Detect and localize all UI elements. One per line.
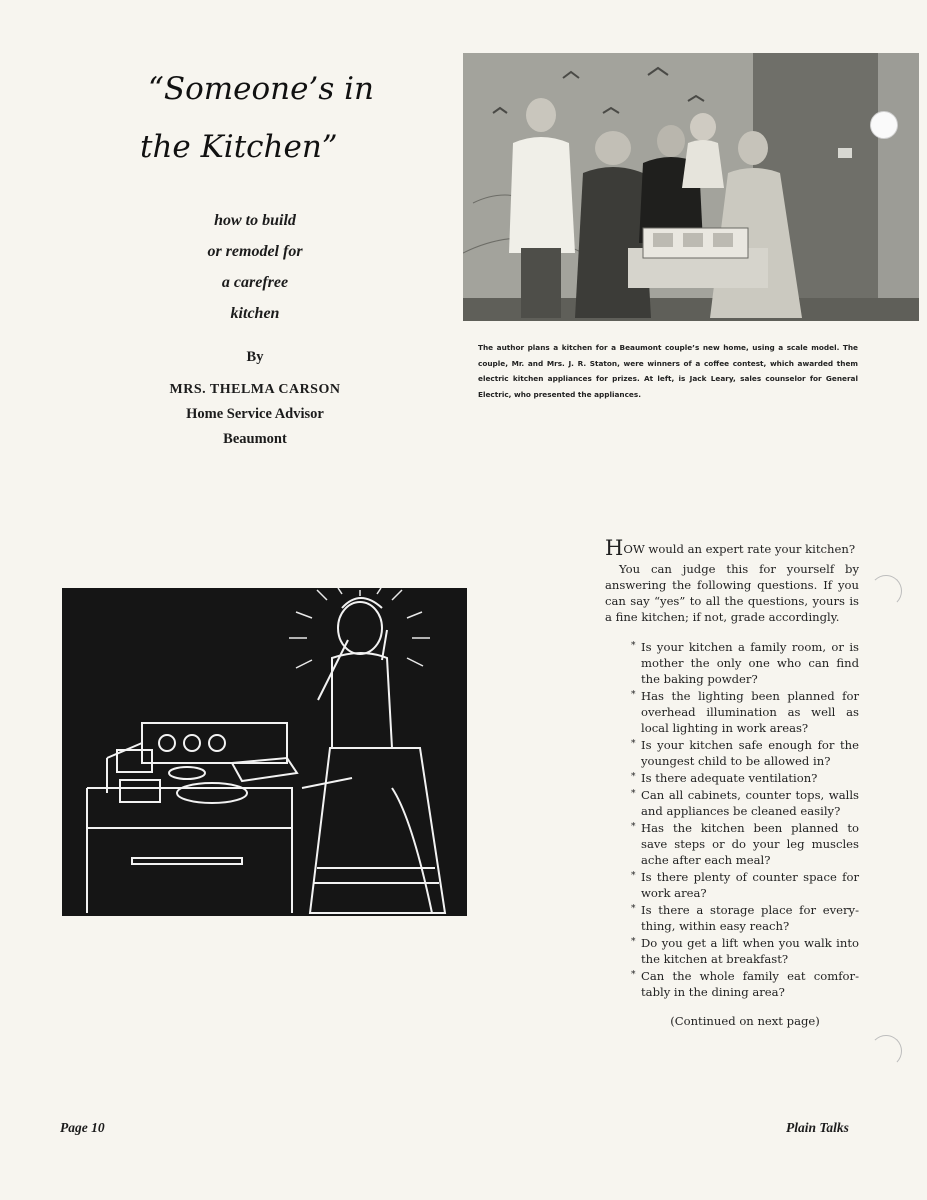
intro-text: OW would an expert rate your kitchen? [623, 542, 856, 556]
binder-hole [870, 111, 898, 139]
intro-paragraph [605, 536, 859, 560]
binder-ring-mark [870, 1035, 902, 1067]
kitchen-model-photo [463, 53, 919, 321]
list-item [631, 902, 859, 934]
bullet-icon: * [631, 789, 636, 799]
subtitle-line: a carefree [221, 274, 289, 291]
list-item [631, 737, 859, 769]
drop-cap: H [605, 536, 624, 560]
question-text: Has the lighting been planned for overhead illumination as well as local lighting in work areas? [641, 689, 859, 735]
bullet-icon: * [631, 970, 636, 980]
subtitle-line: or remodel for [207, 243, 303, 260]
list-item [631, 869, 859, 901]
page-number: Page 10 [60, 1120, 105, 1135]
question-text: Has the kitchen been planned to save steps or do your leg muscles ache after each meal? [641, 821, 859, 867]
bullet-icon: * [631, 822, 636, 832]
question-text: Do you get a lift when you walk into the kitchen at breakfast? [641, 936, 859, 966]
illustration-drawing [62, 588, 467, 916]
question-text: Is there a storage place for every-thing, within easy reach? [641, 903, 859, 933]
bullet-icon: * [631, 937, 636, 947]
question-list [605, 639, 859, 1000]
list-item [631, 935, 859, 967]
intro-paragraph-2: You can judge this for yourself by answering the following questions. If you can say “yes” to all the questions, yours is a fine kitchen; if not, grade accordingly. [605, 562, 859, 624]
article-body [605, 536, 859, 1029]
list-item [631, 820, 859, 868]
bullet-icon: * [631, 641, 636, 651]
list-item [631, 968, 859, 1000]
subtitle-line: how to build [214, 212, 296, 229]
bullet-icon: * [631, 739, 636, 749]
bullet-icon: * [631, 904, 636, 914]
publication-name: Plain Talks [786, 1120, 849, 1135]
list-item [631, 639, 859, 687]
kitchen-illustration [62, 588, 467, 916]
list-item [631, 770, 859, 786]
byline-role: Home Service Advisor [186, 406, 324, 422]
byline-author: MRS. THELMA CARSON [169, 381, 341, 397]
bullet-icon: * [631, 690, 636, 700]
bullet-icon: * [631, 871, 636, 881]
byline-location: Beaumont [223, 430, 287, 447]
question-text: Is there plenty of counter space for work area? [641, 870, 859, 900]
question-text: Is your kitchen a family room, or is mother the only one who can find the baking powder? [641, 640, 859, 686]
subtitle-line: kitchen [230, 305, 280, 322]
binder-ring-mark [870, 575, 902, 607]
byline-by: By [246, 349, 264, 365]
article-subtitle [150, 205, 360, 329]
question-text: Is your kitchen safe enough for the youngest child to be allowed in? [641, 738, 859, 768]
photo-drawing [463, 53, 919, 321]
title-line-2: the Kitchen” [140, 129, 338, 165]
list-item [631, 787, 859, 819]
continued-note: (Continued on next page) [670, 1014, 820, 1028]
byline [140, 345, 370, 451]
list-item [631, 688, 859, 736]
question-text: Can all cabinets, counter tops, walls and appliances be cleaned easily? [641, 788, 859, 818]
photo-caption: The author plans a kitchen for a Beaumont couple’s new home, using a scale model. The couple, Mr. and Mrs. J. R. Staton, were winners of a coffee contest, which awarded them electric kitchen appliances for prizes. At left, is Jack Leary, sales counselor for General Electric, who presented the appliances. [478, 343, 858, 399]
title-line-1: “Someone’s in [148, 71, 374, 107]
bullet-icon: * [631, 772, 636, 782]
question-text: Can the whole family eat comfor-tably in the dining area? [641, 969, 859, 999]
article-title [140, 60, 380, 176]
question-text: Is there adequate ventilation? [641, 771, 818, 785]
